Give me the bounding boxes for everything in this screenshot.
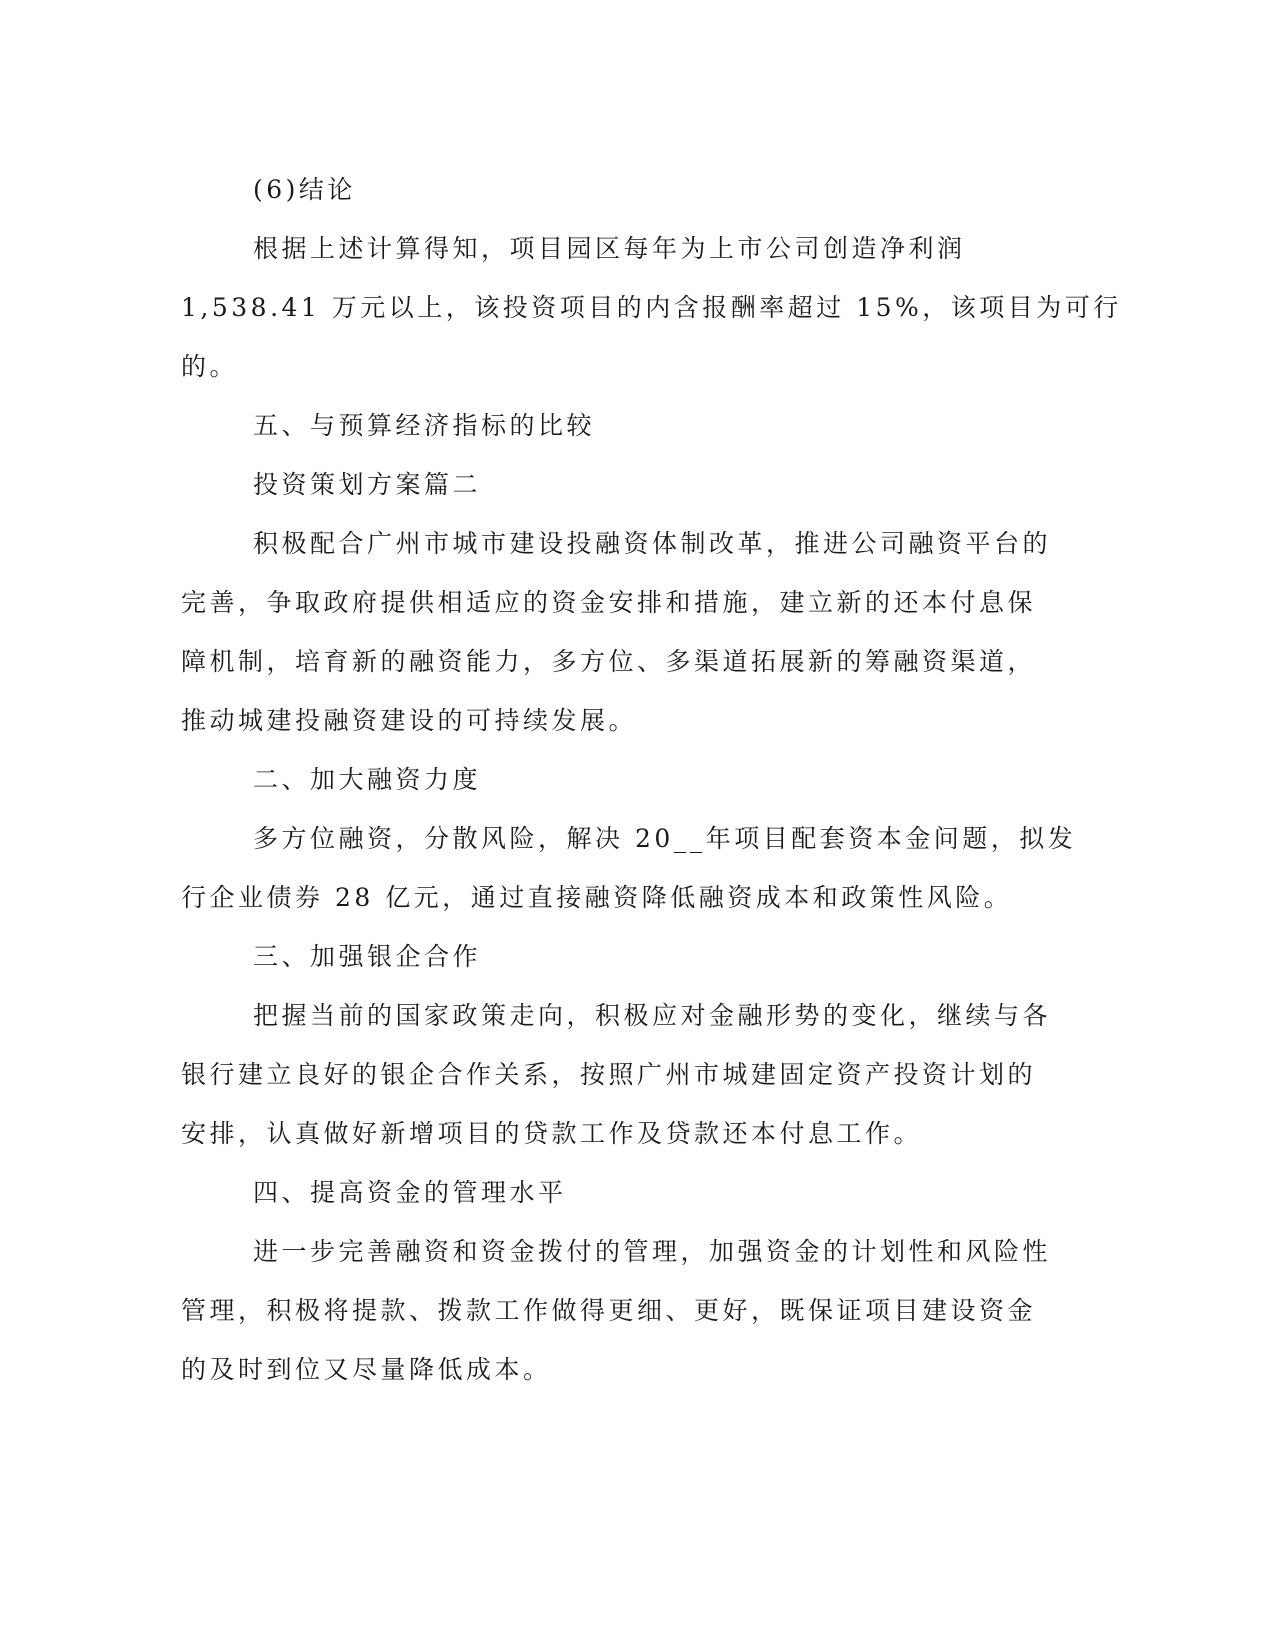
paragraph-line: 积极配合广州市城市建设投融资体制改革，推进公司融资平台的 — [253, 529, 1052, 558]
section-heading-financing: 二、加大融资力度 — [253, 765, 482, 794]
paragraph-line: 完善，争取政府提供相适应的资金安排和措施，建立新的还本付息保 — [181, 588, 1037, 617]
document-body — [181, 160, 1122, 1399]
section-heading-fund-management: 四、提高资金的管理水平 — [253, 1178, 567, 1207]
section-heading-budget-comparison: 五、与预算经济指标的比较 — [253, 411, 596, 440]
paragraph-line: 管理，积极将提款、拨款工作做得更细、更好，既保证项目建设资金 — [181, 1296, 1037, 1325]
paragraph-line: 安排，认真做好新增项目的贷款工作及贷款还本付息工作。 — [181, 1119, 923, 1148]
paragraph-line: 根据上述计算得知，项目园区每年为上市公司创造净利润 — [253, 234, 966, 263]
article-subtitle: 投资策划方案篇二 — [253, 470, 482, 499]
paragraph-line: 把握当前的国家政策走向，积极应对金融形势的变化，继续与各 — [253, 1001, 1052, 1030]
paragraph-line: 1,538.41 万元以上，该投资项目的内含报酬率超过 15%，该项目为可行 — [181, 293, 1122, 322]
paragraph-line: 进一步完善融资和资金拨付的管理，加强资金的计划性和风险性 — [253, 1237, 1052, 1266]
paragraph-line: 的及时到位又尽量降低成本。 — [181, 1355, 552, 1384]
section-heading-bank-cooperation: 三、加强银企合作 — [253, 942, 482, 971]
paragraph-line: 的。 — [181, 352, 239, 381]
paragraph-line: 银行建立良好的银企合作关系，按照广州市城建固定资产投资计划的 — [181, 1060, 1037, 1089]
section-heading-conclusion: (6)结论 — [253, 175, 356, 204]
paragraph-line: 障机制，培育新的融资能力，多方位、多渠道拓展新的筹融资渠道， — [181, 647, 1037, 676]
paragraph-line: 推动城建投融资建设的可持续发展。 — [181, 706, 638, 735]
paragraph-line: 多方位融资，分散风险，解决 20__年项目配套资本金问题，拟发 — [253, 824, 1077, 853]
paragraph-line: 行企业债券 28 亿元，通过直接融资降低融资成本和政策性风险。 — [181, 883, 1013, 912]
